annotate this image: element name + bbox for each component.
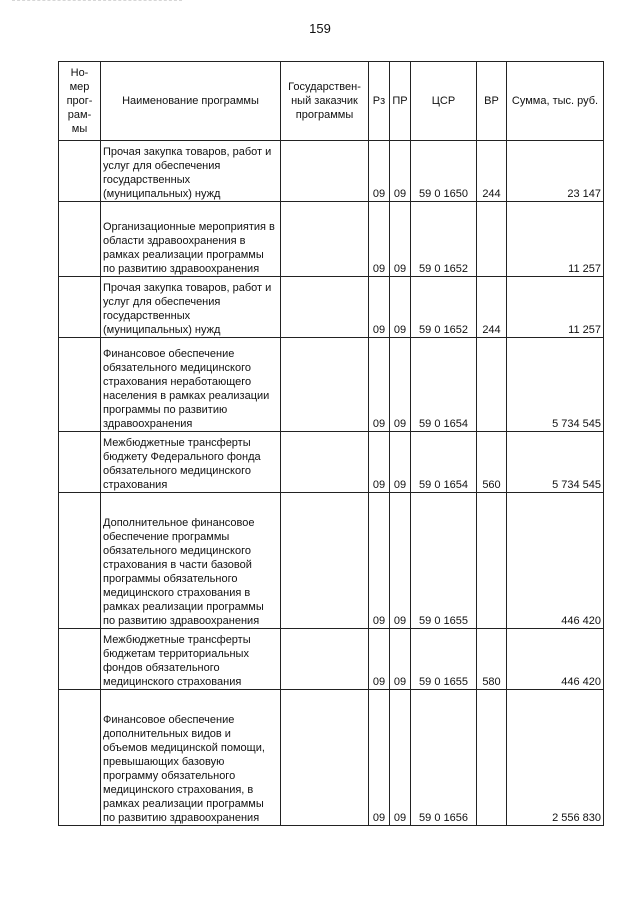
cell-pr: 09 — [390, 432, 411, 493]
cell-csr: 59 0 1654 — [411, 432, 477, 493]
cell-csr: 59 0 1655 — [411, 493, 477, 629]
cell-pr: 09 — [390, 202, 411, 277]
cell-vr — [477, 202, 507, 277]
cell-number — [59, 202, 101, 277]
cell-name: Финансовое обеспечение обязательного медицинского страхования неработающего населения в рамках реализации программы по развитию здравоохранения — [101, 338, 281, 432]
header-vr: ВР — [477, 62, 507, 141]
header-program-name: Наименование программы — [101, 62, 281, 141]
cell-customer — [281, 493, 369, 629]
cell-number — [59, 338, 101, 432]
cell-customer — [281, 432, 369, 493]
header-sum: Сумма, тыс. руб. — [507, 62, 604, 141]
cell-rz: 09 — [369, 493, 390, 629]
cell-customer — [281, 629, 369, 690]
scan-artifact — [12, 0, 182, 4]
cell-vr: 580 — [477, 629, 507, 690]
header-pr: ПР — [390, 62, 411, 141]
cell-pr: 09 — [390, 277, 411, 338]
header-rz: Рз — [369, 62, 390, 141]
cell-vr — [477, 338, 507, 432]
cell-number — [59, 690, 101, 826]
cell-rz: 09 — [369, 277, 390, 338]
cell-name: Прочая закупка товаров, работ и услуг для обеспечения государственных (муниципальных) нужд — [101, 141, 281, 202]
cell-vr — [477, 690, 507, 826]
table-row — [59, 277, 604, 338]
cell-sum: 446 420 — [507, 629, 604, 690]
cell-rz: 09 — [369, 141, 390, 202]
header-csr: ЦСР — [411, 62, 477, 141]
cell-sum: 5 734 545 — [507, 338, 604, 432]
cell-sum: 2 556 830 — [507, 690, 604, 826]
table-row — [59, 338, 604, 432]
cell-customer — [281, 202, 369, 277]
cell-customer — [281, 277, 369, 338]
cell-number — [59, 141, 101, 202]
header-state-customer: Государствен-ный заказчик программы — [281, 62, 369, 141]
cell-vr: 560 — [477, 432, 507, 493]
table-row — [59, 202, 604, 277]
cell-customer — [281, 690, 369, 826]
cell-rz: 09 — [369, 202, 390, 277]
cell-sum: 11 257 — [507, 277, 604, 338]
cell-name: Финансовое обеспечение дополнительных видов и объемов медицинской помощи, превышающих базовую программу обязательного медицинского страхования, в рамках реализации программы по развитию здравоохранения — [101, 690, 281, 826]
cell-pr: 09 — [390, 338, 411, 432]
cell-sum: 446 420 — [507, 493, 604, 629]
cell-csr: 59 0 1652 — [411, 277, 477, 338]
cell-vr: 244 — [477, 141, 507, 202]
table-row — [59, 493, 604, 629]
cell-csr: 59 0 1654 — [411, 338, 477, 432]
cell-pr: 09 — [390, 141, 411, 202]
cell-customer — [281, 141, 369, 202]
cell-name: Дополнительное финансовое обеспечение программы обязательного медицинского страхования в части базовой программы обязательного медицинского страхования в рамках реализации программы по развитию здравоохранения — [101, 493, 281, 629]
header-program-number: Но-мер прог-рам-мы — [59, 62, 101, 141]
table-row — [59, 432, 604, 493]
cell-rz: 09 — [369, 690, 390, 826]
cell-rz: 09 — [369, 432, 390, 493]
table-row — [59, 690, 604, 826]
cell-rz: 09 — [369, 629, 390, 690]
budget-table — [58, 61, 604, 826]
cell-csr: 59 0 1650 — [411, 141, 477, 202]
cell-csr: 59 0 1655 — [411, 629, 477, 690]
cell-name: Межбюджетные трансферты бюджету Федерального фонда обязательного медицинского страхования — [101, 432, 281, 493]
cell-name: Прочая закупка товаров, работ и услуг для обеспечения государственных (муниципальных) нужд — [101, 277, 281, 338]
page-number: 159 — [309, 21, 331, 36]
table-row — [59, 629, 604, 690]
cell-pr: 09 — [390, 493, 411, 629]
cell-name: Межбюджетные трансферты бюджетам территориальных фондов обязательного медицинского страхования — [101, 629, 281, 690]
table-row — [59, 141, 604, 202]
cell-sum: 11 257 — [507, 202, 604, 277]
cell-customer — [281, 338, 369, 432]
cell-pr: 09 — [390, 690, 411, 826]
cell-number — [59, 277, 101, 338]
cell-rz: 09 — [369, 338, 390, 432]
cell-sum: 5 734 545 — [507, 432, 604, 493]
cell-vr — [477, 493, 507, 629]
cell-number — [59, 493, 101, 629]
cell-name: Организационные мероприятия в области здравоохранения в рамках реализации программы по развитию здравоохранения — [101, 202, 281, 277]
cell-csr: 59 0 1652 — [411, 202, 477, 277]
cell-vr: 244 — [477, 277, 507, 338]
cell-number — [59, 629, 101, 690]
cell-sum: 23 147 — [507, 141, 604, 202]
cell-number — [59, 432, 101, 493]
cell-pr: 09 — [390, 629, 411, 690]
cell-csr: 59 0 1656 — [411, 690, 477, 826]
header-row — [59, 62, 604, 141]
